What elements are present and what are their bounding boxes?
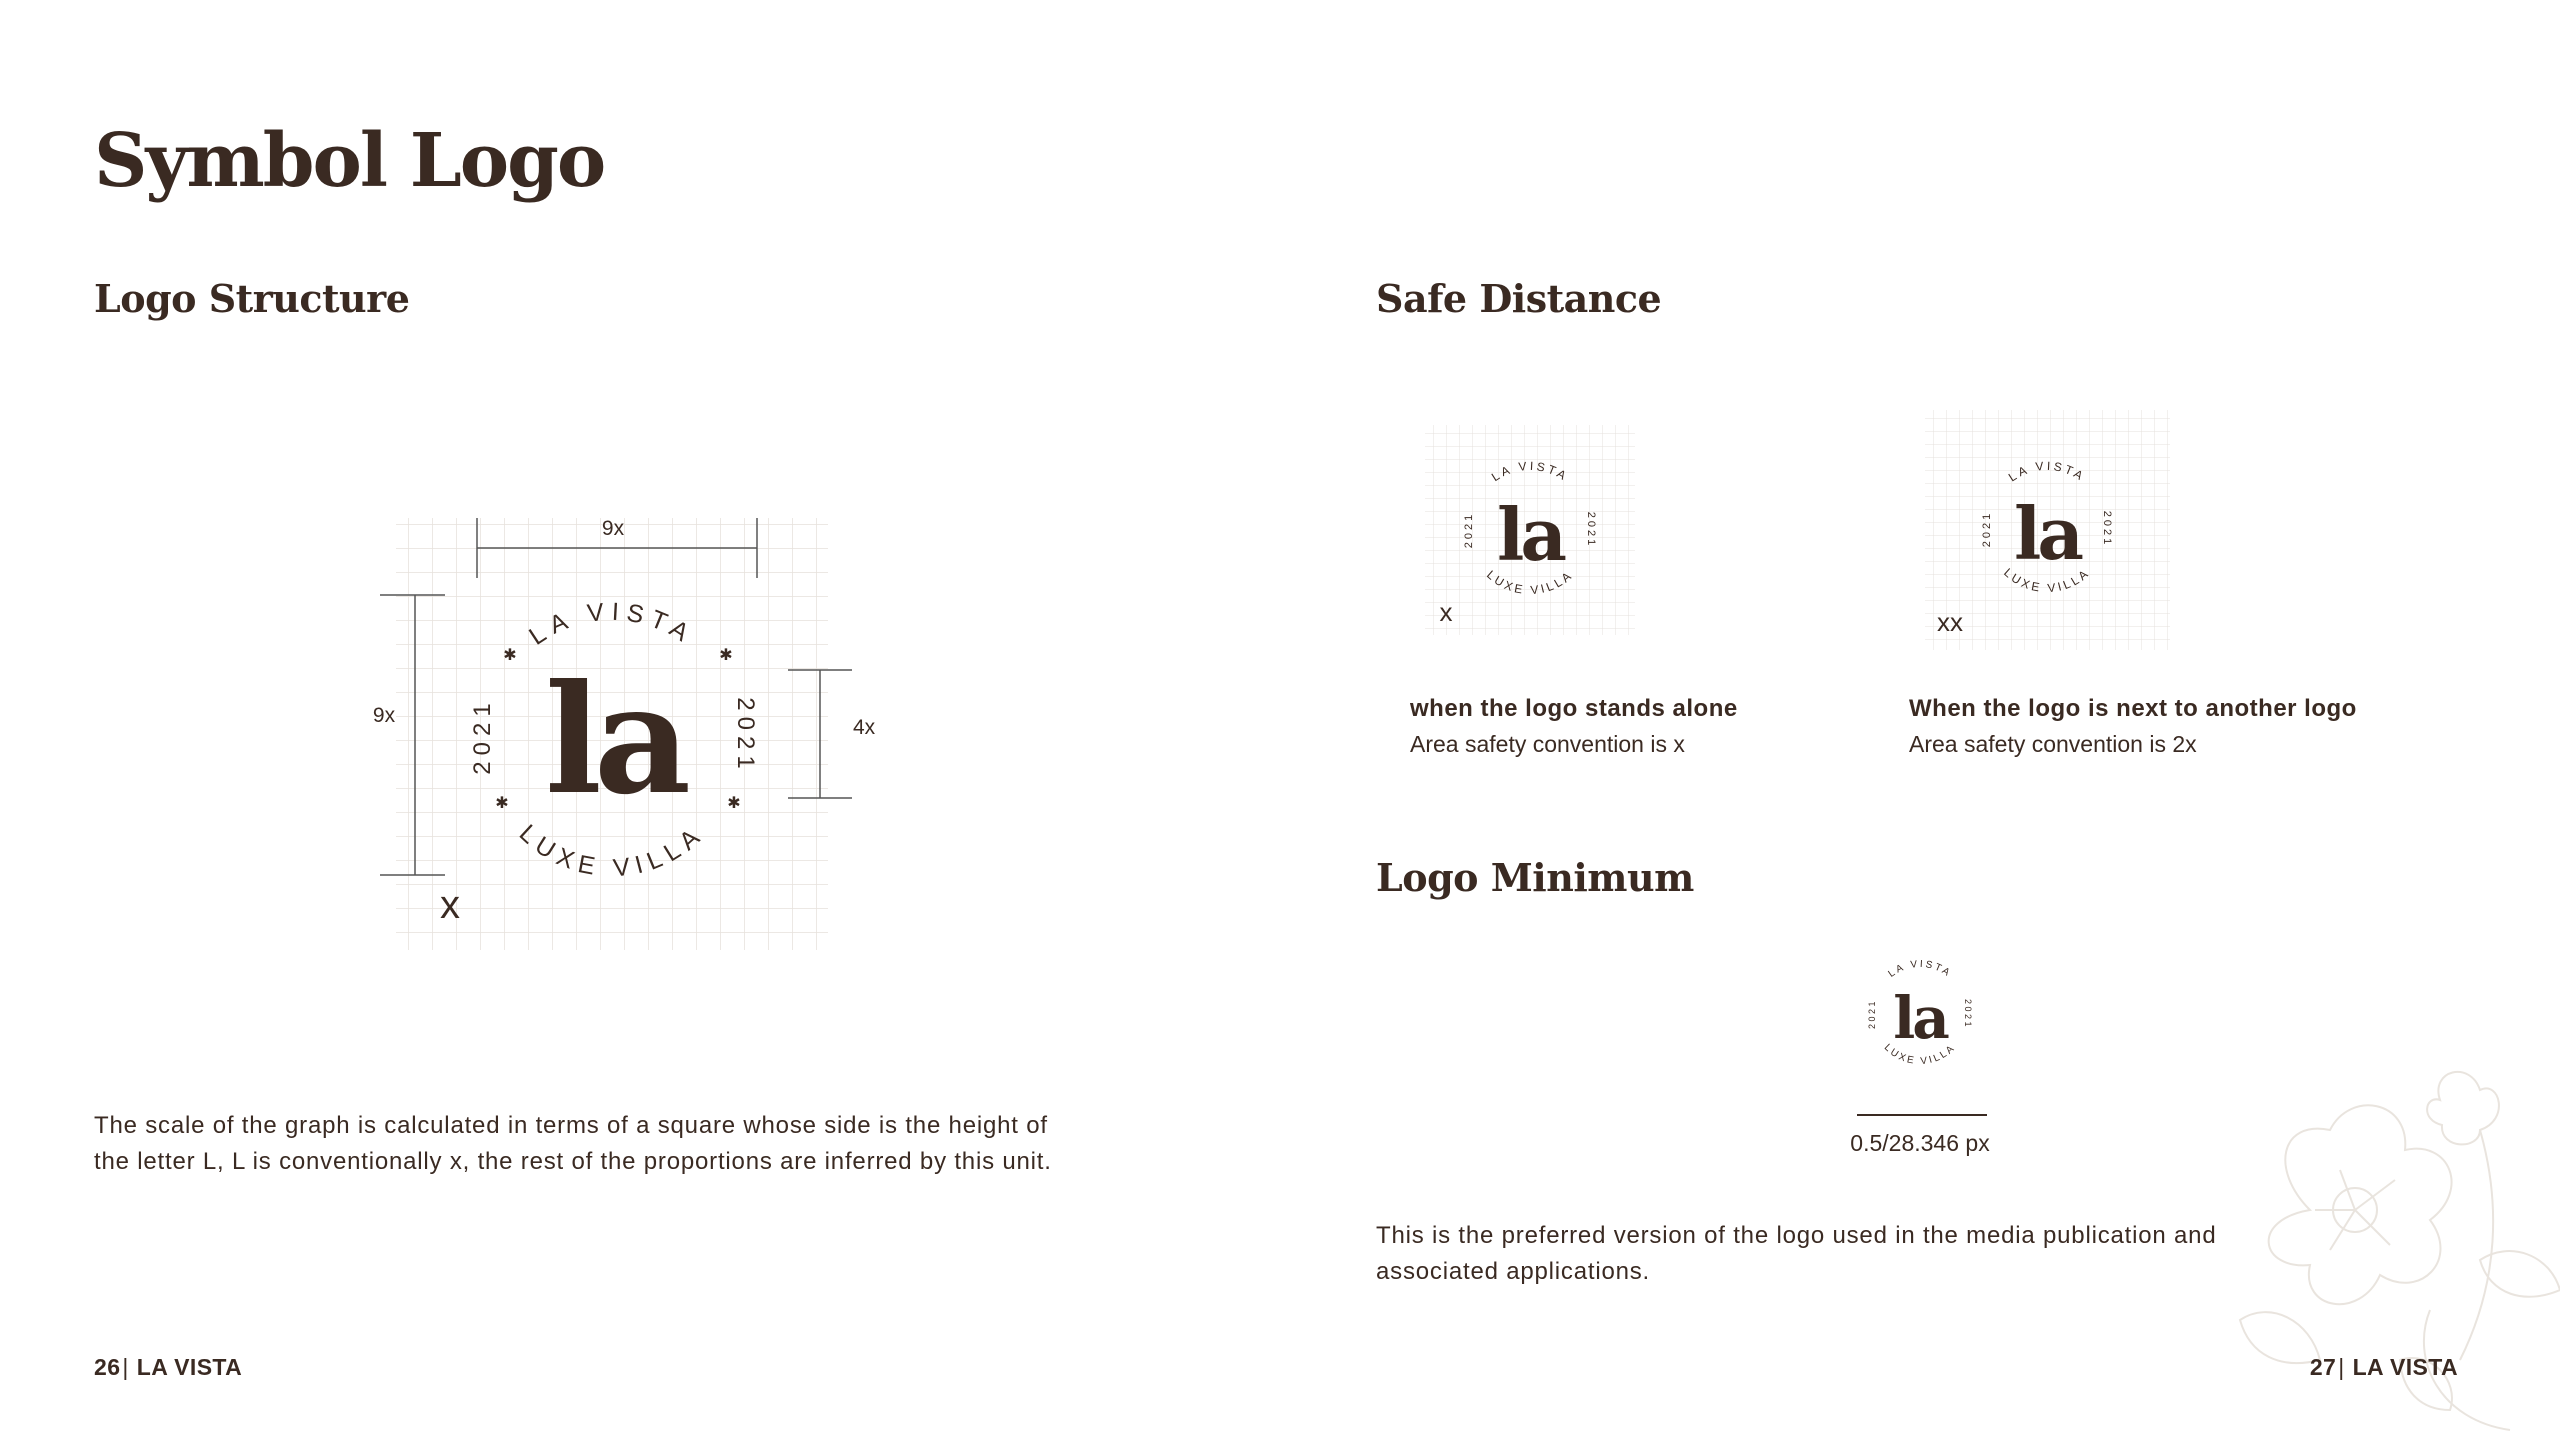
svg-text:2021: 2021: [1463, 511, 1475, 549]
badge-monogram: la: [544, 652, 684, 828]
badge-top-arc: LA VISTA: [524, 597, 700, 651]
star-icon: ✱: [719, 647, 733, 664]
safe-next-text: Area safety convention is 2x: [1909, 731, 2197, 757]
badge-logo: [1867, 959, 1973, 1067]
badge-monogram: la: [1496, 492, 1564, 577]
logo-structure-description: The scale of the graph is calculated in terms of a square whose side is the height of the letter L, L is conventionally x, the rest of the proportions are inferred by this unit.: [94, 1112, 1052, 1175]
svg-text:LA VISTA: LA VISTA: [1488, 458, 1571, 485]
footer-right-page-number: 27: [2309, 1354, 2337, 1380]
footer-left-page-number: 26: [94, 1354, 121, 1380]
svg-text:2021: 2021: [1585, 511, 1597, 549]
dimension-left-label: 9x: [372, 704, 396, 727]
safe-alone-x-mark: x: [1439, 597, 1453, 627]
safe-alone-title: when the logo stands alone: [1410, 695, 1738, 722]
badge-year-right: 2021: [732, 697, 759, 775]
safe-distance-heading: Safe Distance: [1376, 276, 1662, 321]
badge-monogram: la: [1893, 984, 1947, 1052]
minimum-size-label: 0.5/28.346 px: [1850, 1130, 1990, 1156]
logo-minimum-heading: Logo Minimum: [1376, 855, 1694, 900]
safe-distance-next-diagram: [1920, 405, 2175, 655]
floral-illustration: [2180, 1060, 2560, 1440]
svg-text:LA VISTA: LA VISTA: [1886, 958, 1954, 980]
safe-distance-alone-diagram: [1420, 420, 1640, 640]
safe-next-title: When the logo is next to another logo: [1909, 695, 2357, 722]
star-icon: ✱: [495, 795, 509, 812]
star-icon: ✱: [503, 647, 517, 664]
svg-text:2021: 2021: [1867, 998, 1877, 1030]
badge-year-left: 2021: [469, 697, 496, 775]
badge-monogram: la: [2013, 491, 2081, 576]
safe-alone-text: Area safety convention is x: [1410, 731, 1685, 757]
dimension-top-label: 9x: [601, 517, 625, 540]
star-icon: ✱: [727, 795, 741, 812]
svg-text:LUXE VILLA: LUXE VILLA: [2001, 565, 2093, 596]
unit-x-mark: x: [440, 883, 460, 927]
minimum-size-rule: [1857, 1114, 1987, 1116]
svg-text:2021: 2021: [2101, 510, 2113, 548]
page-title: Symbol Logo: [94, 118, 605, 204]
logo-structure-diagram: [360, 500, 900, 970]
logo-structure-heading: Logo Structure: [94, 276, 410, 321]
svg-text:LUXE VILLA: LUXE VILLA: [1881, 1042, 1959, 1068]
svg-text:2021: 2021: [1963, 998, 1973, 1030]
footer-left: 26| LA VISTA: [94, 1354, 243, 1380]
footer-left-brand: LA VISTA: [136, 1354, 243, 1380]
logo-minimum-description: This is the preferred version of the logo used in the media publication and associated applications.: [1376, 1222, 2217, 1285]
dimension-right-label: 4x: [853, 716, 876, 739]
footer-right: 27| LA VISTA: [2309, 1354, 2458, 1380]
safe-next-xx-mark: xx: [1937, 607, 1963, 637]
svg-text:2021: 2021: [1981, 510, 1993, 548]
logo-minimum-badge: [1855, 950, 1985, 1080]
badge-bottom-arc: LUXE VILLA: [513, 819, 711, 883]
svg-text:LA VISTA: LA VISTA: [2005, 458, 2088, 485]
footer-right-brand: LA VISTA: [2352, 1354, 2458, 1380]
svg-text:LUXE VILLA: LUXE VILLA: [1484, 567, 1577, 598]
